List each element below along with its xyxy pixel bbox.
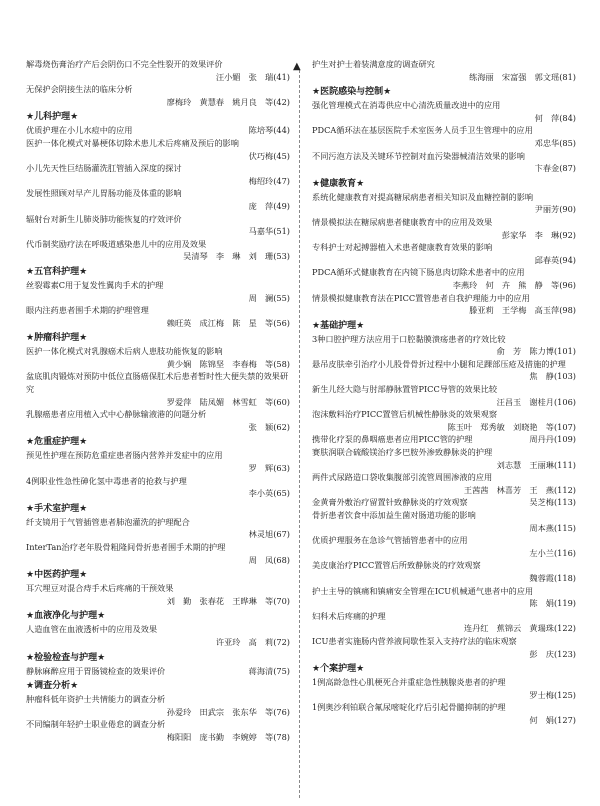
section-heading: ★危重症护理★: [26, 437, 88, 448]
toc-entry[interactable]: [312, 446, 576, 471]
section-heading: ★个案护理★: [312, 664, 365, 675]
section-heading: ★基础护理★: [312, 320, 365, 331]
entry-title: 美皮康治疗PICC置管后所致静脉炎的疗效观察: [312, 560, 481, 571]
entry-authors: 俞 芳 陈力博(101): [496, 346, 576, 357]
entry-title: 携带化疗泵的鼻咽癌患者应用PICC管的护理: [312, 434, 473, 445]
toc-entry[interactable]: [26, 582, 290, 607]
entry-authors: 魏蓉霞(118): [529, 572, 576, 583]
toc-entry[interactable]: [312, 559, 576, 584]
entry-title: 不同污泡方法及关键环节控制对血污染器械清洁效果的影响: [312, 150, 525, 161]
toc-entry[interactable]: [26, 408, 290, 433]
column-divider: [299, 70, 300, 798]
entry-title: 妇科术后疼痛的护理: [312, 610, 386, 621]
entry-title: 1例奥沙利铂联合氟尿嘧啶化疗后引起骨髓抑制的护理: [312, 702, 506, 713]
entry-title: 悬吊皮肤牵引治疗小儿股骨骨折过程中小腿和足踝部压疮及措施的护理: [312, 358, 566, 369]
entry-authors: 张 颖(62): [248, 421, 290, 432]
toc-entry[interactable]: [312, 534, 576, 559]
toc-entry[interactable]: [26, 187, 290, 212]
entry-authors: 卞春金(87): [534, 163, 576, 174]
entry-authors: 汪昌玉 谢桂月(106): [496, 396, 576, 407]
section-heading: ★五官科护理★: [26, 266, 88, 277]
entry-title: 金黄膏外敷治疗留置针致静脉炎的疗效观察: [312, 497, 468, 508]
right-column: [312, 58, 576, 727]
section-heading: ★中医药护理★: [26, 570, 88, 581]
column-marker-icon: ▲: [293, 61, 301, 72]
toc-entry[interactable]: [312, 333, 576, 358]
entry-title: 骨折患者饮食中添加益生菌对肠道功能的影响: [312, 510, 476, 520]
entry-title: 丝裂霉素C用于复发性翼肉手术的护理: [26, 279, 164, 290]
entry-authors: 王茜茜 林喜芳 王 燕(112): [463, 484, 576, 495]
section-heading: ★手术室护理★: [26, 503, 88, 514]
toc-entry[interactable]: [312, 676, 576, 701]
entry-title: 系统化健康教育对提高糖尿病患者相关知识及血糖控制的影响: [312, 191, 534, 202]
entry-title: 发展性照顾对早产儿胃肠功能及体重的影响: [26, 188, 182, 199]
entry-title: 3种口腔护理方法应用于口腔黏膜溃疡患者的疗效比较: [312, 333, 506, 344]
toc-entry[interactable]: [26, 345, 290, 370]
toc-entry[interactable]: [26, 213, 290, 238]
toc-entry[interactable]: [26, 449, 290, 474]
entry-title: 强化管理模式在消毒供应中心清洗质量改进中的应用: [312, 100, 501, 111]
toc-entry[interactable]: [312, 241, 576, 266]
entry-title: 护生对护士着装满意度的调查研究: [312, 59, 435, 69]
entry-title: 静脉麻醉应用于胃肠镜检查的效果评价: [26, 665, 166, 676]
toc-entry[interactable]: [312, 585, 576, 610]
entry-title: 医护一体化模式对乳腺癌术后病人患肢功能恢复的影响: [26, 346, 223, 357]
toc-entry[interactable]: [26, 124, 290, 137]
entry-title: 专科护士对起搏器植入术患者健康教育效果的影响: [312, 242, 493, 253]
entry-title: 不同编制年轻护士职业倦怠的调查分析: [26, 719, 166, 730]
entry-authors: 周 凤(68): [248, 554, 290, 565]
entry-authors: 尹丽芳(90): [534, 204, 576, 215]
entry-authors: 孙爱玲 田武宗 张东华 等(76): [166, 706, 290, 717]
toc-entry[interactable]: [26, 58, 290, 83]
entry-title: 盆底肌肉锻炼对预防中低位直肠癌保肛术后患者暂时性大便失禁的效果研究: [26, 371, 289, 395]
entry-title: PDCA循环式健康教育在内镜下肠息肉切除术患者中的应用: [312, 267, 525, 278]
entry-authors: 罗 辉(63): [248, 463, 290, 474]
toc-entry[interactable]: [312, 124, 576, 149]
section-heading: ★儿科护理★: [26, 112, 79, 123]
toc-entry[interactable]: [26, 279, 290, 304]
entry-authors: 彭家华 李 琳(92): [501, 229, 576, 240]
entry-title: 医护一体化模式对暴梗体切除术患儿术后疼痛及预后的影响: [26, 137, 239, 148]
entry-authors: 梅阳阳 庞书勤 李婉婷 等(78): [166, 731, 290, 742]
toc-entry[interactable]: [26, 83, 290, 108]
entry-title: 赛肤润联合硫酸镁治疗多巴胺外渗致静脉炎的护理: [312, 447, 493, 458]
section-heading: ★检验检查与护理★: [26, 652, 106, 663]
entry-authors: 庞 萍(49): [248, 200, 290, 211]
entry-authors: 何 娟(127): [529, 714, 576, 725]
entry-authors: 李燕玲 何 卉 熊 静 等(96): [452, 279, 576, 290]
entry-title: 小儿先天性巨结肠灌洗肛管插入深度的探讨: [26, 163, 182, 174]
toc-entry[interactable]: [312, 408, 576, 433]
entry-authors: 吴芝梅(113): [529, 497, 576, 508]
entry-title: 优质护理服务在急诊气管插管患者中的应用: [312, 535, 468, 546]
entry-authors: 罗士梅(125): [529, 689, 576, 700]
entry-title: 护士主导的镇痛和镇痛安全管理在ICU机械通气患者中的应用: [312, 585, 534, 596]
entry-authors: 梅绍玲(47): [248, 175, 290, 186]
toc-entry[interactable]: [26, 623, 290, 648]
toc-entry[interactable]: [26, 238, 290, 263]
entry-title: 代币制奖励疗法在呼吸道感染患儿中的应用及效果: [26, 238, 207, 249]
toc-entry[interactable]: [312, 433, 576, 446]
toc-entry[interactable]: [312, 471, 576, 496]
entry-authors: 汪小媚 张 瑞(41): [215, 71, 290, 82]
toc-entry[interactable]: [312, 58, 576, 83]
entry-title: PDCA循环法在基层医院手术室医务人员手卫生管理中的应用: [312, 125, 533, 136]
entry-authors: 练海丽 宋富强 郭文瑶(81): [469, 71, 576, 82]
entry-title: 4例职业性急性砷化氢中毒患者的抢救与护理: [26, 475, 187, 486]
section-heading: ★调查分析★: [26, 681, 79, 692]
entry-authors: 连丹红 蕉锦云 黄瑞珠(122): [463, 623, 576, 634]
toc-entry[interactable]: [26, 665, 290, 678]
entry-title: 情景模拟健康教育法在PICC置管患者自我护理能力中的应用: [312, 292, 530, 303]
left-column: [26, 58, 290, 744]
toc-entry[interactable]: [26, 475, 290, 500]
entry-authors: 邓忠华(85): [534, 137, 576, 148]
entry-authors: 刘志慧 王丽琳(111): [496, 459, 576, 470]
entry-title: ICU患者实施肠内营养液间歇性泵入支持疗法的临床观察: [312, 635, 517, 646]
entry-authors: 罗爱萍 陆凤媚 林雪虹 等(60): [166, 396, 290, 407]
entry-title: 泡沫敷料治疗PICC置管后机械性静脉炎的效果观察: [312, 409, 498, 420]
toc-entry[interactable]: [312, 191, 576, 216]
entry-title: 人造血管在血液透析中的应用及效果: [26, 624, 158, 635]
toc-entry[interactable]: [312, 150, 576, 175]
toc-entry[interactable]: [312, 383, 576, 408]
toc-entry[interactable]: [26, 516, 290, 541]
entry-title: 情景模拟法在糖尿病患者健康教育中的应用及效果: [312, 216, 493, 227]
entry-authors: 刘 勤 张春花 王晔琳 等(70): [166, 595, 290, 606]
entry-title: 优质护理在小儿水痘中的应用: [26, 125, 133, 136]
entry-authors: 周 澜(55): [248, 292, 290, 303]
toc-entry[interactable]: [312, 266, 576, 291]
entry-title: 耳穴埋豆对混合痔手术后疼痛的干预效果: [26, 583, 174, 594]
entry-authors: 吴清琴 李 琳 刘 珊(53): [183, 251, 290, 262]
entry-authors: 周丹丹(109): [529, 434, 576, 445]
entry-authors: 伏巧梅(45): [248, 150, 290, 161]
entry-authors: 何 萍(84): [534, 112, 576, 123]
section-heading: ★医院感染与控制★: [312, 87, 392, 98]
toc-entry[interactable]: [312, 358, 576, 383]
toc-entry[interactable]: [26, 541, 290, 566]
entry-authors: 黄少娴 陈锦坚 李春梅 等(58): [166, 358, 290, 369]
entry-title: 新生儿经大隐与肘部静脉置管PICC导管的效果比较: [312, 384, 498, 395]
entry-authors: 焦 静(103): [529, 371, 576, 382]
entry-authors: 马嘉华(51): [248, 226, 290, 237]
entry-title: 辐射台对新生儿肺炎肺功能恢复的疗效评价: [26, 213, 182, 224]
entry-authors: 李小英(65): [248, 488, 290, 499]
entry-authors: 赖旺英 成江梅 陈 星 等(56): [166, 317, 290, 328]
toc-entry[interactable]: [312, 216, 576, 241]
entry-authors: 周本燕(115): [529, 522, 576, 533]
entry-authors: 左小兰(116): [529, 547, 576, 558]
entry-authors: 廖梅玲 黄慧春 姚月良 等(42): [166, 96, 290, 107]
toc-entry[interactable]: [312, 99, 576, 124]
entry-title: 两件式尿路造口袋收集腹部引流管周围渗液的应用: [312, 472, 493, 483]
toc-entry[interactable]: [26, 137, 290, 162]
entry-authors: 陈培琴(44): [248, 125, 290, 136]
entry-authors: 陈玉叶 郑秀敏 刘晓艳 等(107): [447, 421, 576, 432]
entry-title: 纤支镜用于气管插管患者肺泡灌洗的护理配合: [26, 516, 190, 527]
entry-authors: 许亚玲 高 莉(72): [215, 636, 290, 647]
toc-entry[interactable]: [312, 292, 576, 317]
entry-title: 预见性护理在预防危重症患者肠内营养并发症中的应用: [26, 450, 223, 461]
entry-authors: 蒋海清(75): [248, 665, 290, 676]
entry-title: 乳腺癌患者应用植入式中心静脉输液港的问题分析: [26, 409, 207, 420]
entry-title: 解毒烧伤膏治疗产后会阴伤口不完全性裂开的效果评价: [26, 59, 223, 69]
toc-entry[interactable]: [312, 635, 576, 660]
entry-authors: 陈 娟(119): [529, 598, 576, 609]
entry-authors: 彭 庆(123): [529, 648, 576, 659]
entry-title: 眼内注药患者围手术期的护理管理: [26, 305, 149, 316]
entry-authors: 邱春英(94): [534, 254, 576, 265]
entry-authors: 滕亚莉 王学梅 高玉萍(98): [469, 305, 576, 316]
entry-title: 1例高龄急性心肌梗死合并重症急性胰腺炎患者的护理: [312, 677, 506, 688]
section-heading: ★肿瘤科护理★: [26, 333, 88, 344]
entry-title: InterTan治疗老年股骨粗隆间骨折患者围手术期的护理: [26, 542, 226, 552]
toc-entry[interactable]: [312, 509, 576, 534]
entry-authors: 林灵旭(67): [248, 529, 290, 540]
toc-entry[interactable]: [26, 693, 290, 718]
toc-entry[interactable]: [26, 718, 290, 743]
toc-entry[interactable]: [312, 496, 576, 509]
entry-title: 无保护会阴接生法的临床分析: [26, 84, 133, 95]
section-heading: ★血液净化与护理★: [26, 611, 106, 622]
toc-entry[interactable]: [312, 610, 576, 635]
toc-entry[interactable]: [26, 304, 290, 329]
toc-entry[interactable]: [26, 370, 290, 408]
entry-title: 肿瘤科低年资护士共情能力的调查分析: [26, 694, 166, 705]
toc-entry[interactable]: [312, 701, 576, 726]
section-heading: ★健康教育★: [312, 178, 365, 189]
toc-entry[interactable]: [26, 162, 290, 187]
